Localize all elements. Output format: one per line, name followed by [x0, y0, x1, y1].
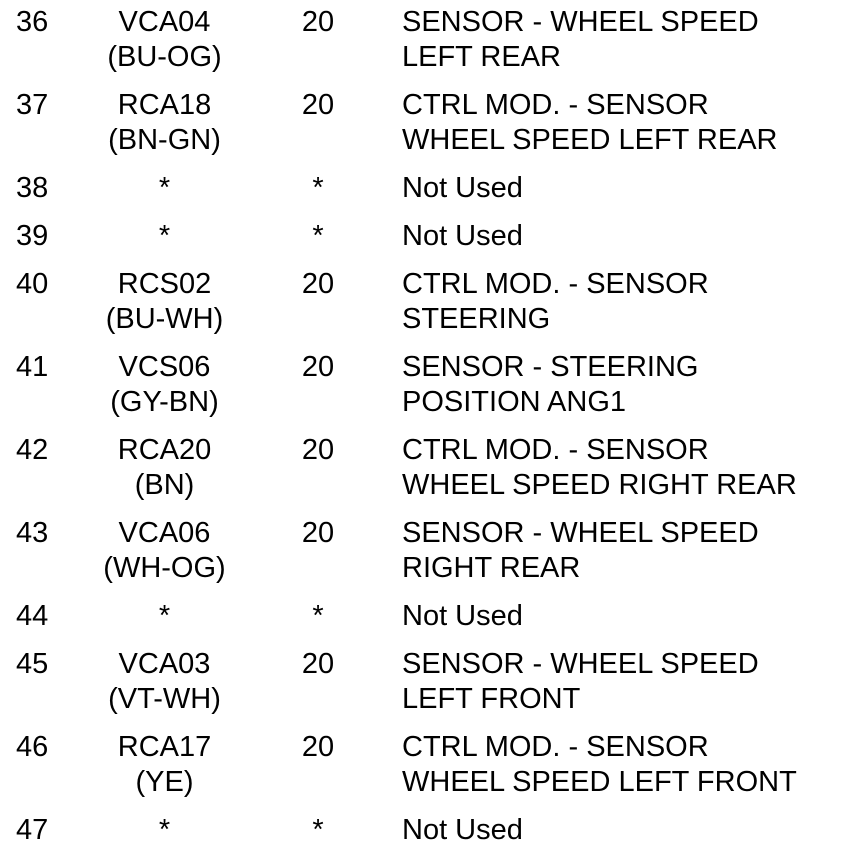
wire-color: (YE) [135, 766, 194, 798]
function-description [399, 88, 850, 158]
circuit-id: VCS06 [118, 351, 211, 383]
circuit-id: RCS02 [117, 268, 212, 300]
pin-number: 41 [16, 351, 49, 383]
pin-row [0, 516, 850, 586]
circuit-cell [92, 813, 237, 848]
pin-number: 46 [16, 731, 49, 763]
description-line-1: SENSOR - WHEEL SPEED [402, 517, 759, 549]
wire-color: (BN-GN) [108, 124, 221, 156]
function-description [399, 350, 850, 420]
description-line-1: Not Used [402, 172, 523, 204]
description-line-1: Not Used [402, 600, 523, 632]
description-line-1: CTRL MOD. - SENSOR [402, 89, 709, 121]
circuit-id: * [158, 814, 171, 846]
circuit-cell [92, 267, 237, 337]
wire-color: (BU-OG) [107, 41, 222, 73]
pin-row [0, 5, 850, 75]
description-line-2: STEERING [402, 303, 551, 335]
circuit-cell [92, 5, 237, 75]
function-description [399, 599, 850, 634]
pin-number: 45 [16, 648, 49, 680]
pin-number: 39 [16, 220, 49, 252]
function-description [399, 516, 850, 586]
description-line-1: Not Used [402, 814, 523, 846]
wire-color: (VT-WH) [108, 683, 221, 715]
description-line-1: SENSOR - STEERING [402, 351, 699, 383]
function-description [399, 219, 850, 254]
circuit-id: * [158, 220, 171, 252]
pin-row [0, 730, 850, 800]
circuit-cell [92, 730, 237, 800]
pin-number: 37 [16, 89, 49, 121]
wire-gauge: 20 [301, 268, 335, 300]
circuit-cell [92, 219, 237, 254]
description-line-1: CTRL MOD. - SENSOR [402, 731, 709, 763]
circuit-id: VCA06 [118, 517, 211, 549]
description-line-1: CTRL MOD. - SENSOR [402, 434, 709, 466]
circuit-id: RCA17 [117, 731, 212, 763]
circuit-cell [92, 599, 237, 634]
description-line-1: CTRL MOD. - SENSOR [402, 268, 709, 300]
circuit-cell [92, 433, 237, 503]
connector-pin-table [0, 5, 850, 861]
pin-number: 36 [16, 6, 49, 38]
circuit-cell [92, 647, 237, 717]
wire-gauge: 20 [301, 434, 335, 466]
description-line-1: SENSOR - WHEEL SPEED [402, 6, 759, 38]
function-description [399, 433, 850, 503]
circuit-id: * [158, 172, 171, 204]
wire-color: (GY-BN) [110, 386, 219, 418]
function-description [399, 730, 850, 800]
pin-row [0, 350, 850, 420]
description-line-2: LEFT REAR [402, 41, 562, 73]
wire-color: (BN) [134, 469, 195, 501]
pin-row [0, 647, 850, 717]
circuit-id: RCA18 [117, 89, 212, 121]
circuit-cell [92, 171, 237, 206]
function-description [399, 5, 850, 75]
circuit-cell [92, 350, 237, 420]
circuit-id: * [158, 600, 171, 632]
pin-number: 38 [16, 172, 49, 204]
pin-row [0, 813, 850, 848]
wire-gauge: 20 [301, 517, 335, 549]
wire-gauge: * [312, 220, 324, 252]
pin-row [0, 433, 850, 503]
pin-number: 44 [16, 600, 49, 632]
function-description [399, 171, 850, 206]
pin-row [0, 599, 850, 634]
pin-row [0, 88, 850, 158]
function-description [399, 813, 850, 848]
pin-number: 47 [16, 814, 49, 846]
description-line-1: SENSOR - WHEEL SPEED [402, 648, 759, 680]
wire-color: (BU-WH) [105, 303, 224, 335]
pin-row [0, 219, 850, 254]
pin-number: 42 [16, 434, 49, 466]
wire-gauge: 20 [301, 351, 335, 383]
circuit-cell [92, 88, 237, 158]
pin-number: 40 [16, 268, 49, 300]
description-line-2: LEFT FRONT [402, 683, 581, 715]
wire-gauge: 20 [301, 731, 335, 763]
wire-gauge: 20 [301, 648, 335, 680]
wire-gauge: * [312, 172, 324, 204]
circuit-cell [92, 516, 237, 586]
pin-number: 43 [16, 517, 49, 549]
description-line-2: WHEEL SPEED LEFT REAR [402, 124, 778, 156]
wire-gauge: * [312, 814, 324, 846]
function-description [399, 267, 850, 337]
description-line-2: WHEEL SPEED LEFT FRONT [402, 766, 797, 798]
function-description [399, 647, 850, 717]
circuit-id: RCA20 [117, 434, 212, 466]
wire-gauge: 20 [301, 6, 335, 38]
description-line-2: RIGHT REAR [402, 552, 581, 584]
description-line-2: POSITION ANG1 [402, 386, 626, 418]
wire-gauge: * [312, 600, 324, 632]
circuit-id: VCA03 [118, 648, 211, 680]
circuit-id: VCA04 [118, 6, 211, 38]
description-line-1: Not Used [402, 220, 523, 252]
pin-row [0, 171, 850, 206]
pin-row [0, 267, 850, 337]
wire-color: (WH-OG) [103, 552, 226, 584]
description-line-2: WHEEL SPEED RIGHT REAR [402, 469, 797, 501]
wire-gauge: 20 [301, 89, 335, 121]
